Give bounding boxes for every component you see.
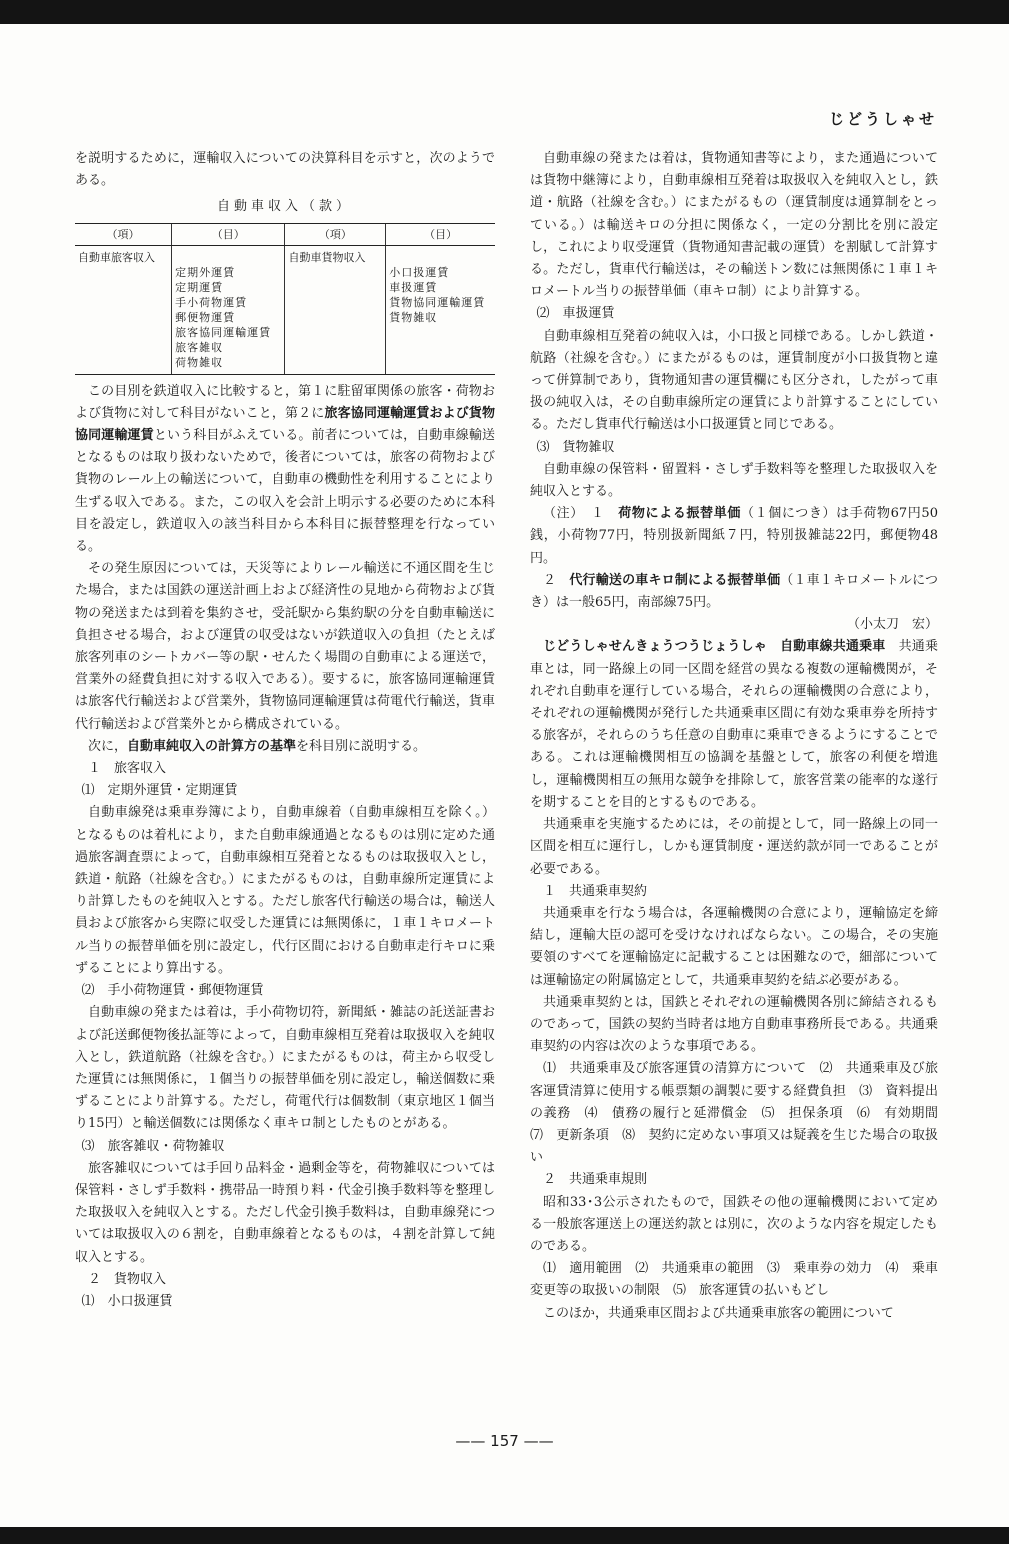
paragraph: 自動車線の保管料・留置料・さしず手数料等を整理した取扱収入を純収入とする。 bbox=[530, 461, 938, 500]
text-run: を科目別に説明する。 bbox=[296, 738, 427, 754]
top-scan-border bbox=[0, 0, 1009, 24]
section-heading: １ 旅客収入 bbox=[88, 761, 167, 777]
paragraph: 共通乗車契約とは，国鉄とそれぞれの運輸機関各別に締結されるものであって，国鉄の契約当時者は地方自動車事務所長である。共通乗車契約の内容は次のような事項である。 bbox=[530, 994, 938, 1055]
list-item: 定期外運賃 bbox=[175, 265, 236, 279]
subsection-heading: ⑶ 旅客雑収・荷物雑収 bbox=[81, 1138, 225, 1154]
paragraph bbox=[75, 736, 495, 758]
paragraph: 昭和33･3公示されたもので，国鉄その他の運輸機関において定める一般旅客運送上の運送約款とは別に，次のような内容を規定したものである。 bbox=[530, 1194, 938, 1254]
right-column bbox=[530, 148, 952, 1325]
paragraph: その発生原因については，天災等によりレール輸送に不通区間を生じた場合，または国鉄の運送計画上および経済性の見地から荷物および貨物の発送または到着を集約させ，受託駅から集約駅の分を自動車輸送に負担させる場合，および運賃の収受はないが鉄道収入の負担（たとえば旅客列車のシートカバー等の駅・せんたく場間の自動車による運送で，営業外の経費負担に対する収入である）。要するに，旅客協同運輸運賃は旅客代行輸送および営業外，貨物協同運輸運賃は荷電代行輸送，貨車代行輸送および営業外とから構成されている。 bbox=[75, 561, 495, 732]
paragraph: 共通乗車を実施するためには，その前提として，同一路線上の同一区間を相互に運行し，しかも運賃制度・運送約款が同一であることが必要である。 bbox=[530, 817, 938, 877]
page-footer: —— 157 —— bbox=[455, 1432, 554, 1450]
table-header-row bbox=[75, 223, 495, 245]
paragraph bbox=[75, 381, 495, 559]
text-run: ２ bbox=[543, 572, 570, 588]
paragraph: を説明するために，運輸収入についての決算科目を示すと，次のようである。 bbox=[75, 151, 495, 189]
table-header: （目） bbox=[172, 223, 285, 245]
text-run: （注） １ bbox=[543, 506, 619, 522]
text-run: 共通乗車とは，同一路線上の同一区間を経営の異なる複数の運輸機関が，それぞれ自動車を運行している場合，それらの運輸機関の合意により，それぞれの運輸機関が発行した共通乗車区間に有効な乗車券を所持する旅客が，それらのうち任意の自動車に乗車できるようにすることである。これは運輸機関相互の協調を基盤として，旅客の利便を増進し，運輸機関相互の無用な競争を排除して，旅客営業の能率的な遂行を期することを目的とするものである。 bbox=[530, 639, 938, 810]
paragraph: 自動車線発は乗車券簿により，自動車線着（自動車線相互を除く。）となるものは着札により，また自動車線通過となるものは別に定めた通過旅客調査票によって，自動車線相互発着となるものは取扱収入とし，鉄道・航路（社線を含む。）にまたがるものは，自動車線所定運賃により計算したものを純収入とする。ただし旅客代行輸送の場合は，輸送人員および旅客から実際に収受した運賃には無関係に，１車１キロメートル当りの振替単価を別に設定し，代行区間における自動車走行キロに乗ずることにより算出する。 bbox=[75, 805, 495, 976]
revenue-table bbox=[75, 223, 495, 375]
text-run: この目別を鉄道収入に比較すると，第１に駐留軍関係の旅客・荷物および貨物に対して科目がないこと，第２に bbox=[75, 383, 495, 421]
text-run: （１車１キロメートルにつき）は一般65円，南部線75円。 bbox=[530, 572, 938, 611]
paragraph: 自動車線相互発着の純収入は，小口扱と同様である。しかし鉄道・航路（社線を含む。）にまたがるものは，運賃制度が小口扱貨物と違って併算制であり，貨物通知書の運賃欄にも区分され，したがって車扱の純収入は，その自動車線所定の運賃により計算することにしている。ただし貨車代行輸送は小口扱運賃と同じである。 bbox=[530, 328, 938, 433]
text-run: （１個につき）は手荷物67円50銭，小荷物77円，特別扱新聞紙７円，特別扱雑誌22円，郵便物48円。 bbox=[530, 506, 938, 566]
table-cell bbox=[172, 245, 285, 374]
list-item: 旅客雑収 bbox=[175, 340, 224, 354]
table-header: （目） bbox=[386, 223, 495, 245]
bold-term: 旅客協同運輸運賃および貨物協同運輸運賃 bbox=[75, 405, 495, 444]
running-header: じどうしゃせ bbox=[828, 110, 937, 128]
paragraph: 共通乗車を行なう場合は，各運輸機関の合意により，運輸協定を締結し，運輸大臣の認可を受けなければならない。この場合，その実施要領のすべてを運輸協定に記載することは困難なので，細部については運輸協定の附属協定として，共通乗車契約を結ぶ必要がある。 bbox=[530, 905, 938, 988]
subsection-heading: ⑴ 小口扱運賃 bbox=[81, 1293, 173, 1309]
paragraph: 自動車線の発または着は，貨物通知書等により，また通過については貨物中継簿により，自動車線相互発着は取扱収入を純収入とし，鉄道・航路（社線を含む。）にまたがるもの（運賃制度は通算制をとっている。）は輸送キロの分担に関係なく，一定の分割比を別に設定し，これにより収受運賃（貨物通知書記載の運賃）を割賦して計算する。ただし，貨車代行輸送は，その輸送トン数には無関係に１車１キロメートル当りの振替単価（車キロ制）により計算する。 bbox=[530, 151, 938, 300]
list-item: 小口扱運賃 bbox=[389, 265, 450, 279]
list-item: 旅客協同運輸運賃 bbox=[175, 325, 272, 339]
table-cell: 自動車旅客収入 bbox=[75, 245, 172, 374]
author-signature: （小太刀 宏） bbox=[846, 617, 938, 633]
bold-term: 自動車純収入の計算方の基準 bbox=[127, 738, 297, 754]
paragraph: 自動車線の発または着は，手小荷物切符，新聞紙・雑誌の託送証書および託送郵便物後払証等によって，自動車線相互発着は取扱収入を純収入とし，鉄道航路（社線を含む。）にまたがるものは，荷主から収受した運賃には無関係に，１個当りの振替単価を別に設定し，輸送個数に乗ずることにより計算する。ただし，荷電代行は個数制（東京地区１個当り15円）と輸送個数には関係なく車キロ制としたものとがある。 bbox=[75, 1005, 495, 1132]
subsection-heading: ⑶ 貨物雑収 bbox=[536, 439, 615, 455]
paragraph: 旅客雑収については手回り品料金・過剰金等を，荷物雑収については保管料・さしず手数料・携帯品一時預り料・代金引換手数料等を整理した取扱収入を純収入とする。ただし代金引換手数料は，自動車線発については取扱収入の６割を，自動車線着となるものは，４割を計算して純収入とする。 bbox=[75, 1160, 495, 1265]
list-item: 手小荷物運賃 bbox=[175, 295, 248, 309]
paragraph: このほか，共通乗車区間および共通乗車旅客の範囲について bbox=[543, 1305, 894, 1321]
subsection-heading: ⑵ 車扱運賃 bbox=[536, 306, 615, 322]
page-number: 157 bbox=[490, 1432, 519, 1450]
section-heading: ２ 共通乗車規則 bbox=[543, 1172, 648, 1188]
entry-paragraph bbox=[530, 636, 938, 814]
table-row bbox=[75, 245, 495, 374]
table-caption: 自動車収入（款） bbox=[216, 199, 353, 215]
paragraph: ⑴ 共通乗車及び旅客運賃の清算方について ⑵ 共通乗車及び旅客運賃清算に使用する帳票類の調製に要する経費負担 ⑶ 資料提出の義務 ⑷ 債務の履行と延滞償金 ⑸ 担保条項 ⑹ 有効期間 ⑺ 更新条項 ⑻ 契約に定めない事項又は疑義を生じた場合の取扱い bbox=[530, 1061, 952, 1166]
table-cell: 自動車貨物収入 bbox=[285, 245, 386, 374]
subsection-heading: ⑵ 手小荷物運賃・郵便物運賃 bbox=[81, 983, 264, 999]
list-item: 貨物雑収 bbox=[389, 310, 438, 324]
list-item: 定期運賃 bbox=[175, 280, 224, 294]
list-item: 貨物協同運輸運賃 bbox=[389, 295, 486, 309]
entry-heading: じどうしゃせんきょうつうじょうしゃ 自動車線共通乗車 bbox=[543, 639, 886, 655]
list-item: 郵便物運賃 bbox=[175, 310, 236, 324]
section-heading: １ 共通乗車契約 bbox=[543, 883, 648, 899]
section-heading: ２ 貨物収入 bbox=[88, 1271, 167, 1287]
note bbox=[530, 503, 938, 570]
subsection-heading: ⑴ 定期外運賃・定期運賃 bbox=[81, 783, 238, 799]
paragraph: ⑴ 適用範囲 ⑵ 共通乗車の範囲 ⑶ 乗車券の効力 ⑷ 乗車変更等の取扱いの制限 ⑸ 旅客運賃の払いもどし bbox=[530, 1261, 938, 1299]
note bbox=[530, 570, 938, 614]
text-run: という科目がふえている。前者については，自動車線輸送となるものは取り扱わないためで，後者については，旅客の荷物および貨物のレール上の輸送について，自動車の機動性を利用することにより生ずる収入である。また，この収入を会計上明示する必要のために本科目を設定し，鉄道収入の該当科目から本科目に振替整理を行なっている。 bbox=[75, 428, 495, 555]
bottom-scan-border bbox=[0, 1527, 1009, 1544]
text-run: 次に， bbox=[88, 738, 128, 754]
list-item: 荷物雑収 bbox=[175, 355, 224, 369]
table-header: （項） bbox=[285, 223, 386, 245]
list-item: 車扱運賃 bbox=[389, 280, 438, 294]
bold-term: 荷物による振替単価 bbox=[618, 506, 741, 522]
bold-term: 代行輸送の車キロ制による振替単価 bbox=[569, 572, 781, 588]
table-cell bbox=[386, 245, 495, 374]
left-column bbox=[75, 148, 495, 1313]
table-header: （項） bbox=[75, 223, 172, 245]
